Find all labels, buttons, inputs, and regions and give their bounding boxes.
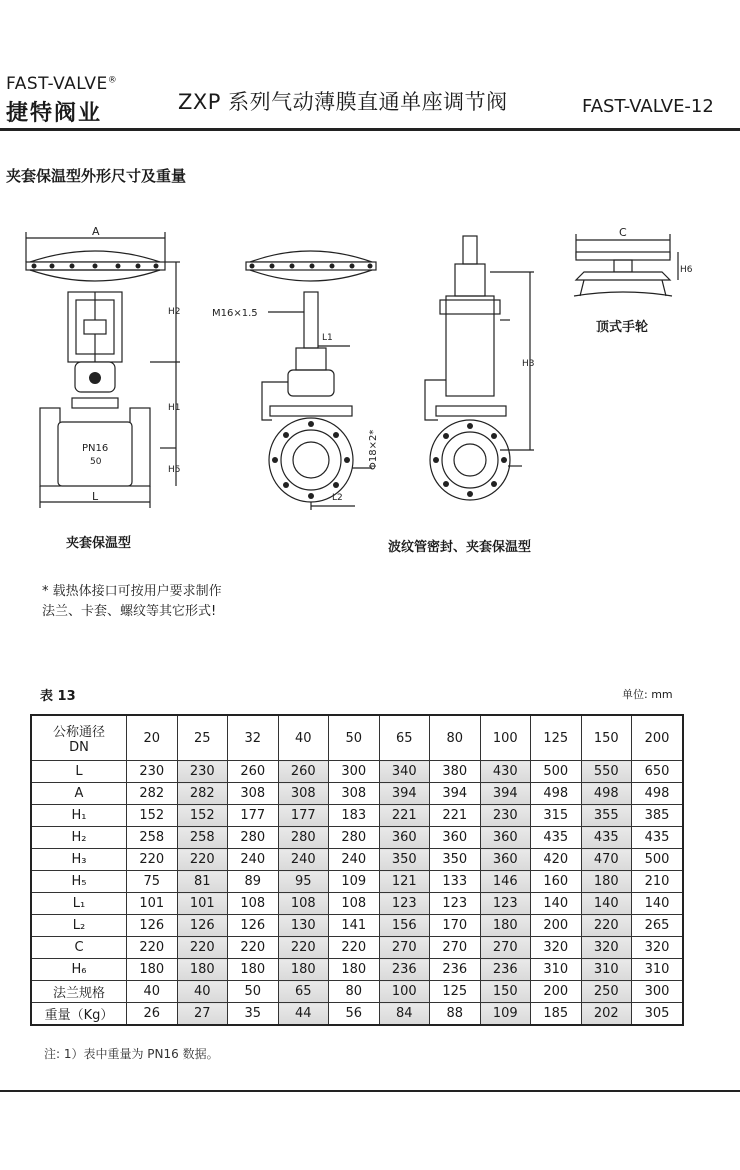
table-cell: 95 xyxy=(278,871,329,893)
drawing-jacket-type xyxy=(26,225,181,508)
table-cell: 240 xyxy=(228,849,279,871)
table-column-header: 150 xyxy=(581,715,632,761)
table-cell: 300 xyxy=(632,981,684,1003)
table-cell: 133 xyxy=(430,871,481,893)
table-cell: 435 xyxy=(632,827,684,849)
table-cell: 100 xyxy=(379,981,430,1003)
row-label: C xyxy=(31,937,127,959)
table-row xyxy=(31,959,683,981)
table-cell: 180 xyxy=(127,959,178,981)
table-cell: 200 xyxy=(531,981,582,1003)
table-cell: 220 xyxy=(329,937,380,959)
table-cell: 320 xyxy=(531,937,582,959)
table-cell: 500 xyxy=(632,849,684,871)
table-cell: 126 xyxy=(228,915,279,937)
table-row xyxy=(31,915,683,937)
table-cell: 126 xyxy=(177,915,228,937)
table-cell: 221 xyxy=(430,805,481,827)
table-cell: 152 xyxy=(127,805,178,827)
table-row xyxy=(31,827,683,849)
table-row xyxy=(31,981,683,1003)
row-label: 重量（Kg） xyxy=(31,1003,127,1026)
table-cell: 125 xyxy=(430,981,481,1003)
table-cell: 170 xyxy=(430,915,481,937)
table-cell: 65 xyxy=(278,981,329,1003)
header-divider xyxy=(0,128,740,131)
table-cell: 270 xyxy=(480,937,531,959)
table-label: 表 13 xyxy=(40,689,76,704)
table-cell: 75 xyxy=(127,871,178,893)
table-cell: 126 xyxy=(127,915,178,937)
table-cell: 177 xyxy=(278,805,329,827)
caption-jacket-type: 夹套保温型 xyxy=(66,536,132,551)
table-cell: 220 xyxy=(581,915,632,937)
table-cell: 108 xyxy=(278,893,329,915)
table-cell: 394 xyxy=(379,783,430,805)
table-cell: 44 xyxy=(278,1003,329,1026)
table-cell: 265 xyxy=(632,915,684,937)
table-cell: 435 xyxy=(581,827,632,849)
drawing-tall-bellows xyxy=(425,236,535,500)
brand-name-cn: 捷特阀业 xyxy=(6,101,103,126)
table-cell: 220 xyxy=(177,937,228,959)
table-cell: 160 xyxy=(531,871,582,893)
table-cell: 56 xyxy=(329,1003,380,1026)
section-title: 夹套保温型外形尺寸及重量 xyxy=(6,167,187,185)
table-column-header: 40 xyxy=(278,715,329,761)
table-cell: 308 xyxy=(329,783,380,805)
table-row xyxy=(31,805,683,827)
footnote: 注: 1）表中重量为 PN16 数据。 xyxy=(44,1047,219,1061)
table-cell: 360 xyxy=(480,827,531,849)
table-cell: 40 xyxy=(127,981,178,1003)
catalog-code: FAST-VALVE-12 xyxy=(582,96,714,117)
table-cell: 152 xyxy=(177,805,228,827)
dim-c-label: C xyxy=(619,226,627,239)
table-cell: 123 xyxy=(480,893,531,915)
caption-top-handwheel: 顶式手轮 xyxy=(596,320,649,335)
table-cell: 308 xyxy=(278,783,329,805)
table-cell: 650 xyxy=(632,761,684,783)
table-cell: 270 xyxy=(379,937,430,959)
unit-label: 单位: mm xyxy=(622,688,673,701)
table-cell: 430 xyxy=(480,761,531,783)
table-cell: 180 xyxy=(177,959,228,981)
valve-drawings xyxy=(0,210,740,560)
table-cell: 360 xyxy=(379,827,430,849)
table-cell: 500 xyxy=(531,761,582,783)
table-cell: 130 xyxy=(278,915,329,937)
note-line-1: * 载热体接口可按用户要求制作 xyxy=(42,584,222,599)
table-cell: 280 xyxy=(278,827,329,849)
table-cell: 282 xyxy=(127,783,178,805)
table-cell: 305 xyxy=(632,1003,684,1026)
table-cell: 220 xyxy=(127,937,178,959)
table-cell: 340 xyxy=(379,761,430,783)
table-cell: 80 xyxy=(329,981,380,1003)
header-label-line: 公称通径 xyxy=(52,725,105,740)
table-cell: 380 xyxy=(430,761,481,783)
pn-label: PN16 xyxy=(82,443,109,454)
dim-h5-label: H5 xyxy=(168,465,181,475)
table-cell: 221 xyxy=(379,805,430,827)
row-label: 法兰规格 xyxy=(31,981,127,1003)
table-cell: 27 xyxy=(177,1003,228,1026)
row-label: H₁ xyxy=(31,805,127,827)
table-cell: 108 xyxy=(228,893,279,915)
table-cell: 320 xyxy=(632,937,684,959)
table-cell: 220 xyxy=(177,849,228,871)
note-line-2: 法兰、卡套、螺纹等其它形式! xyxy=(42,604,217,619)
table-cell: 180 xyxy=(480,915,531,937)
row-label: H₅ xyxy=(31,871,127,893)
table-cell: 180 xyxy=(228,959,279,981)
row-label: L xyxy=(31,761,127,783)
table-cell: 109 xyxy=(480,1003,531,1026)
table-cell: 435 xyxy=(531,827,582,849)
table-cell: 123 xyxy=(430,893,481,915)
dim-h3-label: H3 xyxy=(522,359,535,369)
table-cell: 240 xyxy=(329,849,380,871)
table-cell: 394 xyxy=(430,783,481,805)
hole-label: Φ18×2* xyxy=(368,429,379,470)
table-cell: 355 xyxy=(581,805,632,827)
caption-bellows-type: 波纹管密封、夹套保温型 xyxy=(388,540,532,555)
row-label: L₁ xyxy=(31,893,127,915)
table-cell: 300 xyxy=(329,761,380,783)
table-cell: 360 xyxy=(430,827,481,849)
table-cell: 260 xyxy=(278,761,329,783)
dim-l1-label: L1 xyxy=(322,333,333,343)
table-cell: 236 xyxy=(480,959,531,981)
table-cell: 230 xyxy=(127,761,178,783)
dn-label: 50 xyxy=(90,457,102,467)
table-cell: 140 xyxy=(632,893,684,915)
table-cell: 88 xyxy=(430,1003,481,1026)
row-label: H₆ xyxy=(31,959,127,981)
table-cell: 89 xyxy=(228,871,279,893)
table-cell: 260 xyxy=(228,761,279,783)
header-label-line: DN xyxy=(69,740,89,755)
thread-label: M16×1.5 xyxy=(212,308,258,319)
row-label: H₂ xyxy=(31,827,127,849)
registered-mark: ® xyxy=(107,75,118,86)
table-cell: 185 xyxy=(531,1003,582,1026)
table-cell: 180 xyxy=(278,959,329,981)
dimension-table xyxy=(30,714,684,1026)
table-cell: 141 xyxy=(329,915,380,937)
dim-l-label: L xyxy=(92,490,99,503)
table-cell: 420 xyxy=(531,849,582,871)
table-cell: 320 xyxy=(581,937,632,959)
table-cell: 350 xyxy=(379,849,430,871)
table-column-header: 80 xyxy=(430,715,481,761)
table-cell: 236 xyxy=(430,959,481,981)
table-cell: 394 xyxy=(480,783,531,805)
table-cell: 140 xyxy=(531,893,582,915)
table-cell: 498 xyxy=(581,783,632,805)
table-cell: 177 xyxy=(228,805,279,827)
table-row xyxy=(31,783,683,805)
row-label: H₃ xyxy=(31,849,127,871)
table-column-header: 200 xyxy=(632,715,684,761)
dim-h1-label: H1 xyxy=(168,403,181,413)
table-cell: 280 xyxy=(228,827,279,849)
table-cell: 183 xyxy=(329,805,380,827)
table-cell: 40 xyxy=(177,981,228,1003)
table-cell: 280 xyxy=(329,827,380,849)
table-cell: 310 xyxy=(632,959,684,981)
table-cell: 109 xyxy=(329,871,380,893)
table-row xyxy=(31,761,683,783)
table-cell: 282 xyxy=(177,783,228,805)
table-cell: 220 xyxy=(278,937,329,959)
table-cell: 81 xyxy=(177,871,228,893)
table-cell: 360 xyxy=(480,849,531,871)
table-cell: 310 xyxy=(531,959,582,981)
table-cell: 84 xyxy=(379,1003,430,1026)
dim-a-label: A xyxy=(92,225,100,238)
table-cell: 180 xyxy=(329,959,380,981)
table-cell: 26 xyxy=(127,1003,178,1026)
table-cell: 140 xyxy=(581,893,632,915)
table-cell: 308 xyxy=(228,783,279,805)
table-cell: 220 xyxy=(228,937,279,959)
dim-l2-label: L2 xyxy=(332,493,343,503)
row-label: A xyxy=(31,783,127,805)
table-column-header: 25 xyxy=(177,715,228,761)
drawing-bellows-type xyxy=(212,251,379,510)
table-cell: 270 xyxy=(430,937,481,959)
table-cell: 498 xyxy=(632,783,684,805)
brand-name-en xyxy=(6,74,117,94)
table-row xyxy=(31,871,683,893)
table-row xyxy=(31,937,683,959)
table-row xyxy=(31,1003,683,1026)
table-header-row xyxy=(31,715,683,761)
table-cell: 240 xyxy=(278,849,329,871)
table-row xyxy=(31,849,683,871)
table-cell: 108 xyxy=(329,893,380,915)
table-column-header: 65 xyxy=(379,715,430,761)
table-cell: 200 xyxy=(531,915,582,937)
table-row xyxy=(31,893,683,915)
table-cell: 385 xyxy=(632,805,684,827)
table-column-header: 125 xyxy=(531,715,582,761)
table-cell: 230 xyxy=(480,805,531,827)
table-cell: 156 xyxy=(379,915,430,937)
table-cell: 258 xyxy=(177,827,228,849)
table-cell: 202 xyxy=(581,1003,632,1026)
table-cell: 35 xyxy=(228,1003,279,1026)
table-cell: 236 xyxy=(379,959,430,981)
table-cell: 101 xyxy=(127,893,178,915)
table-cell: 101 xyxy=(177,893,228,915)
row-label: L₂ xyxy=(31,915,127,937)
drawing-top-handwheel xyxy=(574,226,693,296)
table-cell: 150 xyxy=(480,981,531,1003)
table-cell: 180 xyxy=(581,871,632,893)
table-cell: 220 xyxy=(127,849,178,871)
footer-divider xyxy=(0,1090,740,1092)
table-cell: 350 xyxy=(430,849,481,871)
table-cell: 123 xyxy=(379,893,430,915)
table-cell: 121 xyxy=(379,871,430,893)
table-cell: 210 xyxy=(632,871,684,893)
table-cell: 146 xyxy=(480,871,531,893)
dim-h2-label: H2 xyxy=(168,307,181,317)
dim-h6-label: H6 xyxy=(680,265,693,275)
table-cell: 250 xyxy=(581,981,632,1003)
table-cell: 315 xyxy=(531,805,582,827)
table-header-label xyxy=(31,715,127,761)
table-column-header: 100 xyxy=(480,715,531,761)
table-column-header: 32 xyxy=(228,715,279,761)
brand-en-text: FAST-VALVE xyxy=(6,74,108,94)
table-column-header: 50 xyxy=(329,715,380,761)
table-column-header: 20 xyxy=(127,715,178,761)
page-title: ZXP 系列气动薄膜直通单座调节阀 xyxy=(178,90,508,114)
table-cell: 258 xyxy=(127,827,178,849)
table-cell: 498 xyxy=(531,783,582,805)
table-cell: 470 xyxy=(581,849,632,871)
table-cell: 550 xyxy=(581,761,632,783)
table-cell: 50 xyxy=(228,981,279,1003)
table-cell: 230 xyxy=(177,761,228,783)
table-cell: 310 xyxy=(581,959,632,981)
